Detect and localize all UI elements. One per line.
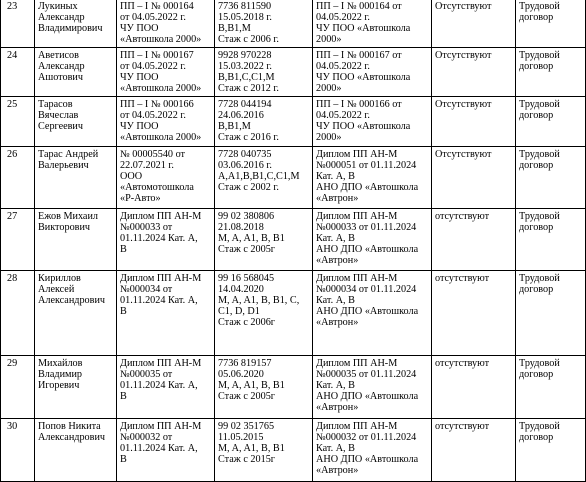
row-number-cell: 24 [1,48,35,97]
table-body [1,0,586,482]
penalty-cell: Отсутствуют [432,97,516,147]
instructor-name-cell: Кириллов Алексей Александрович [35,271,117,356]
contract-cell: Трудовой договор [516,147,586,209]
contract-cell: Трудовой договор [516,97,586,147]
row-number-cell: 25 [1,97,35,147]
driver-license-cell: 99 16 568045 14.04.2020 M, A, A1, B, B1, C, C1, D, D1 Стаж с 2006г [215,271,313,356]
contract-cell: Трудовой договор [516,271,586,356]
driver-license-cell: 99 02 380806 21.08.2018 M, A, A1, B, B1 Стаж с 2005г [215,209,313,271]
certificate-cell: Диплом ПП АН-М №000033 от 01.11.2024 Кат. А, В АНО ДПО «Автошкола «Автрон» [313,209,432,271]
instructor-name-cell: Аветисов Александр Ашотович [35,48,117,97]
diploma-cell: ПП – I № 000164 от 04.05.2022 г. ЧУ ПОО «Автошкола 2000» [117,0,215,48]
table-row [1,0,586,48]
contract-cell: Трудовой договор [516,0,586,48]
penalty-cell: отсутствуют [432,419,516,482]
instructor-name-cell: Ежов Михаил Викторович [35,209,117,271]
diploma-cell: ПП – I № 000166 от 04.05.2022 г. ЧУ ПОО «Автошкола 2000» [117,97,215,147]
driver-license-cell: 9928 970228 15.03.2022 г. B,B1,C,C1,M Стаж с 2012 г. [215,48,313,97]
diploma-cell: Диплом ПП АН-М №000033 от 01.11.2024 Кат. А, В [117,209,215,271]
row-number-cell: 29 [1,356,35,419]
penalty-cell: отсутствуют [432,271,516,356]
instructor-name-cell: Тарасов Вячеслав Сергеевич [35,97,117,147]
certificate-cell: ПП – I № 000164 от 04.05.2022 г. ЧУ ПОО «Автошкола 2000» [313,0,432,48]
penalty-cell: Отсутствуют [432,147,516,209]
table-row [1,356,586,419]
certificate-cell: Диплом ПП АН-М №000034 от 01.11.2024 Кат. А, В АНО ДПО «Автошкола «Автрон» [313,271,432,356]
contract-cell: Трудовой договор [516,419,586,482]
table-row [1,147,586,209]
certificate-cell: Диплом ПП АН-М №000032 от 01.11.2024 Кат. А, В АНО ДПО «Автошкола «Автрон» [313,419,432,482]
driver-license-cell: 7736 811590 15.05.2018 г. B,B1,M Стаж с 2006 г. [215,0,313,48]
penalty-cell: Отсутствуют [432,0,516,48]
instructor-name-cell: Лукиных Александр Владимирович [35,0,117,48]
certificate-cell: Диплом ПП АН-М №000051 от 01.11.2024 Кат. А, В АНО ДПО «Автошкола «Автрон» [313,147,432,209]
diploma-cell: ПП – I № 000167 от 04.05.2022 г. ЧУ ПОО «Автошкола 2000» [117,48,215,97]
instructor-name-cell: Тарас Андрей Валерьевич [35,147,117,209]
driver-license-cell: 7728 040735 03.06.2016 г. A,A1,B,B1,C,C1,M Стаж с 2002 г. [215,147,313,209]
diploma-cell: Диплом ПП АН-М №000035 от 01.11.2024 Кат. А, В [117,356,215,419]
table-row [1,48,586,97]
row-number-cell: 26 [1,147,35,209]
contract-cell: Трудовой договор [516,356,586,419]
certificate-cell: ПП – I № 000166 от 04.05.2022 г. ЧУ ПОО «Автошкола 2000» [313,97,432,147]
contract-cell: Трудовой договор [516,209,586,271]
diploma-cell: № 00005540 от 22.07.2021 г. ООО «Автомотошкола «Р-Авто» [117,147,215,209]
certificate-cell: ПП – I № 000167 от 04.05.2022 г. ЧУ ПОО «Автошкола 2000» [313,48,432,97]
table-row [1,419,586,482]
row-number-cell: 23 [1,0,35,48]
contract-cell: Трудовой договор [516,48,586,97]
driver-license-cell: 7728 044194 24.06.2016 B,B1,M Стаж с 2016 г. [215,97,313,147]
row-number-cell: 30 [1,419,35,482]
diploma-cell: Диплом ПП АН-М №000034 от 01.11.2024 Кат. А, В [117,271,215,356]
certificate-cell: Диплом ПП АН-М №000035 от 01.11.2024 Кат. А, В АНО ДПО «Автошкола «Автрон» [313,356,432,419]
table-row [1,209,586,271]
row-number-cell: 27 [1,209,35,271]
diploma-cell: Диплом ПП АН-М №000032 от 01.11.2024 Кат. А, В [117,419,215,482]
driver-license-cell: 7736 819157 05.06.2020 M, A, A1, B, B1 Стаж с 2005г [215,356,313,419]
instructor-name-cell: Попов Никита Александрович [35,419,117,482]
instructor-name-cell: Михайлов Владимир Игоревич [35,356,117,419]
penalty-cell: Отсутствуют [432,48,516,97]
penalty-cell: отсутствуют [432,209,516,271]
penalty-cell: отсутствуют [432,356,516,419]
table-row [1,271,586,356]
driver-license-cell: 99 02 351765 11.05.2015 M, A, A1, B, B1 Стаж с 2015г [215,419,313,482]
row-number-cell: 28 [1,271,35,356]
table-row [1,97,586,147]
